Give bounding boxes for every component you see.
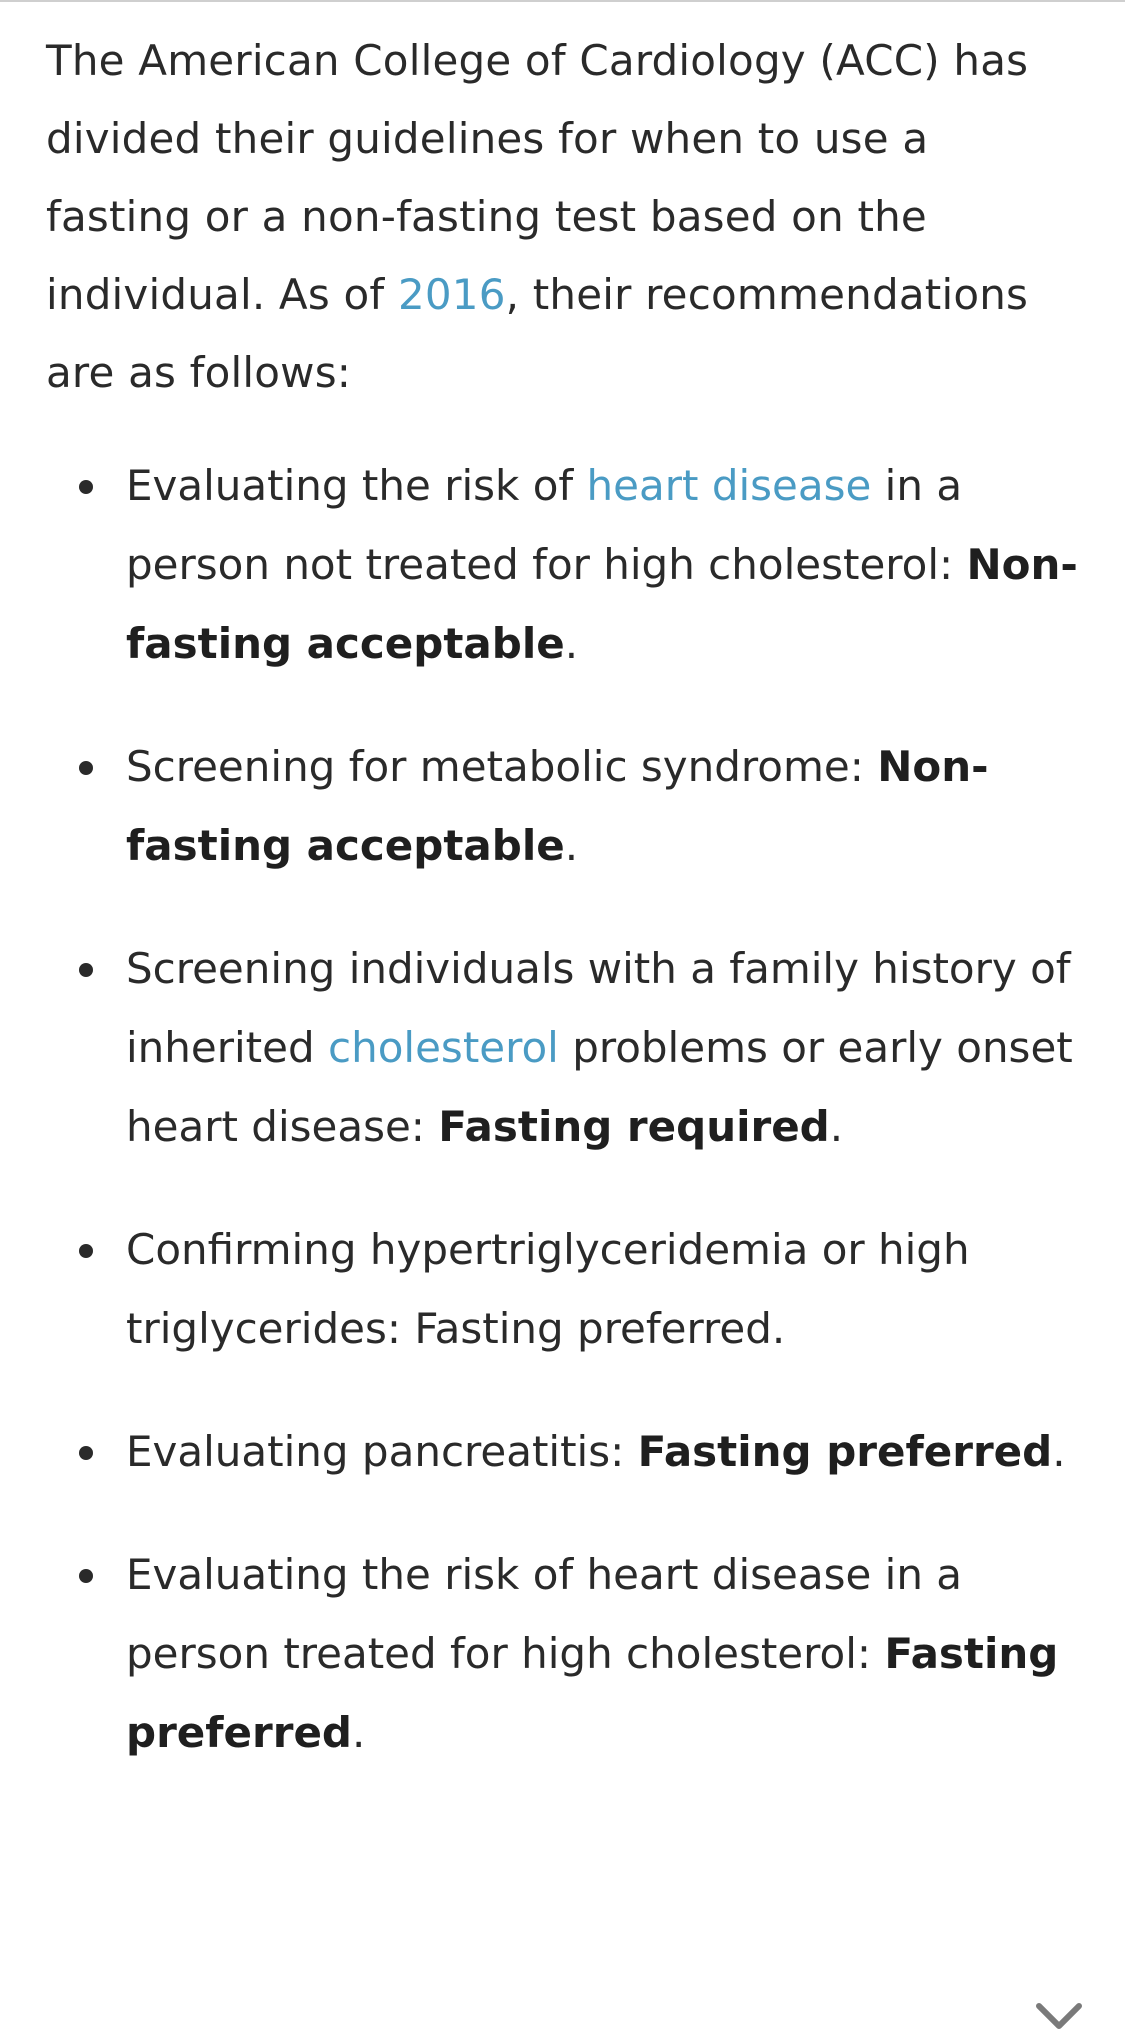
bullet-icon	[79, 1569, 93, 1583]
intro-text-end: , their recommendations are as follows:	[46, 270, 1029, 397]
item-verdict: Fasting preferred	[126, 1629, 1059, 1757]
chevron-down-icon[interactable]	[1036, 2003, 1082, 2031]
item-text: Evaluating the risk of	[126, 461, 587, 510]
item-period: .	[564, 821, 579, 870]
list-item	[46, 446, 1086, 683]
top-divider	[0, 0, 1125, 2]
item-text: Screening individuals with a family history of inherited	[126, 944, 1071, 1072]
bullet-icon	[79, 963, 93, 977]
intro-text-start: The American College of Cardiology (ACC) has divided their guidelines for when to use a fasting or a non-fasting test based on the individual. As of	[46, 36, 1029, 319]
list-item	[46, 929, 1086, 1166]
item-verdict: Non-fasting acceptable	[126, 742, 989, 870]
item-period: .	[564, 619, 579, 668]
list-item	[46, 1210, 1086, 1368]
item-verdict: Fasting preferred	[637, 1427, 1053, 1476]
item-text: problems or early onset heart disease:	[126, 1023, 1073, 1151]
item-period: .	[352, 1708, 366, 1757]
list-item	[46, 1535, 1086, 1772]
bullet-icon	[79, 761, 93, 775]
item-period: .	[829, 1102, 844, 1151]
bullet-icon	[79, 480, 93, 494]
item-text: Evaluating pancreatitis:	[126, 1427, 638, 1476]
item-text: Confirming hypertriglyceridemia or high triglycerides: Fasting preferred.	[126, 1225, 970, 1353]
item-verdict: Non-fasting acceptable	[126, 540, 1078, 668]
link-heart-disease[interactable]: heart disease	[586, 461, 872, 510]
link-2016[interactable]: 2016	[397, 270, 506, 319]
item-text: in a person not treated for high cholesterol:	[126, 461, 967, 589]
bullet-icon	[79, 1446, 93, 1460]
item-period: .	[1052, 1427, 1066, 1476]
article-body	[46, 22, 1086, 1816]
bullet-icon	[79, 1244, 93, 1258]
item-verdict: Fasting required	[438, 1102, 830, 1151]
intro-paragraph	[46, 22, 1086, 412]
item-text: Screening for metabolic syndrome:	[126, 742, 878, 791]
list-item	[46, 1412, 1086, 1491]
list-item	[46, 727, 1086, 885]
recommendations-list	[46, 446, 1086, 1772]
link-cholesterol[interactable]: cholesterol	[328, 1023, 559, 1072]
item-text: Evaluating the risk of heart disease in a person treated for high cholesterol:	[126, 1550, 963, 1678]
